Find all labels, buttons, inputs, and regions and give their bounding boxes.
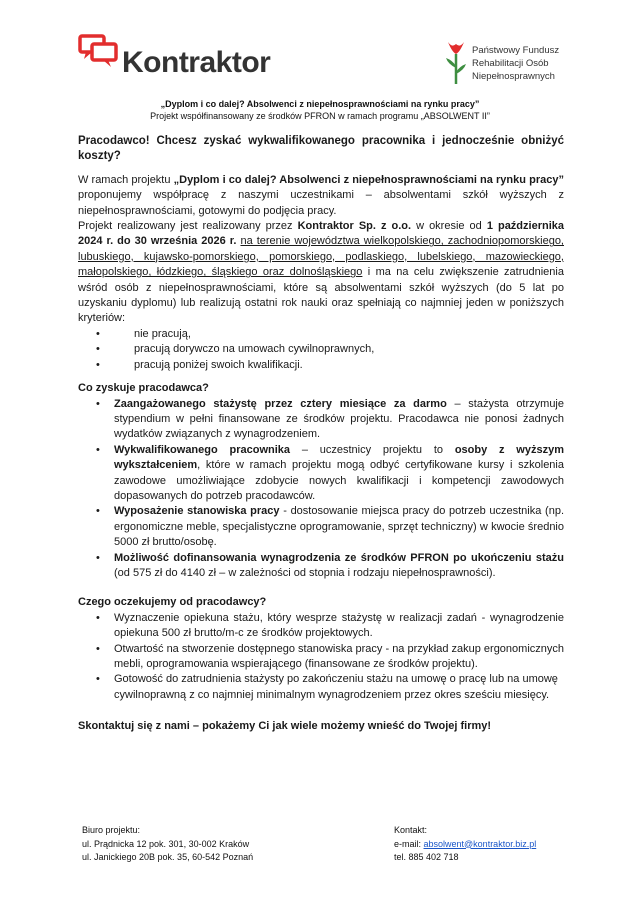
- pfron-logo-text: [472, 44, 559, 83]
- project-subtitle: Projekt współfinansowany ze środków PFRON w ramach programu „ABSOLWENT II”: [150, 111, 490, 121]
- call-to-action: Skontaktuj się z nami – pokażemy Ci jak wiele możemy wnieść do Twojej firmy!: [78, 720, 492, 733]
- project-title: „Dyplom i co dalej? Absolwenci z niepełnosprawnościami na rynku pracy”: [160, 99, 480, 109]
- list-item: • nie pracują,: [96, 327, 564, 342]
- gains-heading: Co zyskuje pracodawca?: [78, 382, 209, 395]
- criteria-list: [96, 327, 564, 373]
- email-link[interactable]: absolwent@kontraktor.biz.pl: [423, 838, 537, 849]
- pfron-line-2: Rehabilitacji Osób: [472, 58, 549, 69]
- pfron-line-3: Niepełnosprawnych: [472, 71, 555, 82]
- page-header: [0, 0, 640, 100]
- office-address-poznan: ul. Janickiego 20B pok. 35, 60-542 Poznań: [82, 852, 254, 863]
- list-item: • Wyznaczenie opiekuna stażu, który wesprze stażystę w realizacji zadań - wynagrodzenie opiekuna 500 zł brutto/m-c ze środków projektowych.: [92, 611, 564, 642]
- phone-number: tel. 885 402 718: [394, 852, 459, 863]
- office-address-krakow: ul. Prądnicka 12 pok. 301, 30-002 Kraków: [82, 838, 250, 849]
- intro-paragraph: W ramach projektu „Dyplom i co dalej? Absolwenci z niepełnosprawnościami na rynku pracy” proponujemy współpracę z naszymi uczestnikami – absolwentami szkół wyższych z niepełnosprawnościami, gotowymi do podjęcia pracy.: [78, 173, 564, 217]
- project-name: „Dyplom i co dalej? Absolwenci z niepełnosprawnościami na rynku pracy”: [173, 173, 564, 186]
- expectations-heading: Czego oczekujemy od pracodawcy?: [78, 596, 267, 609]
- list-item: • Zaangażowanego stażystę przez cztery miesiące za darmo – stażysta otrzymuje stypendium w pełni finansowane ze środków projektu. Pracodawca nie ponosi żadnych wydatków związanych z wynagrodzeniem.: [92, 397, 564, 443]
- project-regions: na terenie województwa wielkopolskiego, zachodniopomorskiego, lubuskiego, kujawsko-pomorskiego, pomorskiego, podlaskiego, lubelskiego, mazowieckiego, małopolskiego, łódzkiego, śląskiego oraz dolnośląskiego: [78, 235, 564, 279]
- list-item: • Otwartość na stworzenie dostępnego stanowiska pracy - na przykład zakup ergonomicznych mebli, oprogramowania wspierającego (finansowane ze środków projektu).: [92, 642, 564, 673]
- list-item: • Wyposażenie stanowiska pracy - dostosowanie miejsca pracy do potrzeb uczestnika (np. ergonomiczne meble, specjalistyczne oprogramowanie, sprzęt techniczny) w kwocie średnio 5000 zł brutto/osobę.: [92, 504, 564, 550]
- list-item: • Wykwalifikowanego pracownika – uczestnicy projektu to osoby z wyższym wykształceniem, które w ramach projektu mogą odbyć certyfikowane kursy i szkolenia zawodowe umożliwiające zdobycie nowych kwalifikacji i kompetencji zawodowych dopasowanych do potrzeb pracodawców.: [92, 443, 564, 505]
- pfron-logo: [444, 38, 594, 88]
- list-item: • pracują dorywczo na umowach cywilnoprawnych,: [96, 342, 564, 357]
- headline-question: Pracodawco! Chcesz zyskać wykwalifikowanego pracownika i jednocześnie obniżyć koszty?: [78, 135, 564, 163]
- contact-title: Kontakt:: [394, 825, 428, 835]
- list-item: • pracują poniżej swoich kwalifikacji.: [96, 358, 564, 373]
- office-title: Biuro projektu:: [82, 825, 141, 835]
- contact-info: [394, 824, 536, 865]
- tulip-icon: [444, 38, 468, 86]
- list-item: • Możliwość dofinansowania wynagrodzenia ze środków PFRON po ukończeniu stażu (od 575 zł do 4140 zł – w zależności od stopnia i rodzaju niepełnosprawności).: [92, 551, 564, 582]
- gains-list: [92, 397, 564, 582]
- email-line: e-mail: absolwent@kontraktor.biz.pl: [394, 838, 537, 849]
- speech-bubbles-icon: [78, 34, 118, 70]
- letter-body: [78, 134, 564, 735]
- project-period: 1 października 2024 r. do 30 września 2026 r.: [78, 220, 564, 248]
- kontraktor-logo: [78, 30, 278, 80]
- expectations-list: [92, 611, 564, 703]
- company-name: Kontraktor Sp. z o.o.: [297, 220, 412, 233]
- project-paragraph: Projekt realizowany jest realizowany przez Kontraktor Sp. z o.o. w okresie od 1 października 2024 r. do 30 września 2026 r. na terenie województwa wielkopolskiego, zachodniopomorskiego, lubuskiego, kujawsko-pomorskiego, pomorskiego, podlaskiego, lubelskiego, mazowieckiego, małopolskiego, łódzkiego, śląskiego oraz dolnośląskiego i ma na celu zwiększenie zatrudnienia wśród osób z niepełnosprawnościami, które są absolwentami szkół wyższych (do 5 lat po uzyskaniu dyplomu) lub realizują ostatni rok nauki oraz spełniają co najmniej jeden w poniższych kryteriów:: [78, 220, 564, 325]
- kontraktor-logo-text: Kontraktor: [122, 46, 271, 79]
- project-office: [82, 824, 253, 865]
- list-item: • Gotowość do zatrudnienia stażysty po zakończeniu stażu na umowę o pracę lub na umowę cywilnoprawną z co najmniej minimalnym wynagrodzeniem przez okres sześciu miesięcy.: [92, 672, 564, 703]
- pfron-line-1: Państwowy Fundusz: [472, 45, 560, 56]
